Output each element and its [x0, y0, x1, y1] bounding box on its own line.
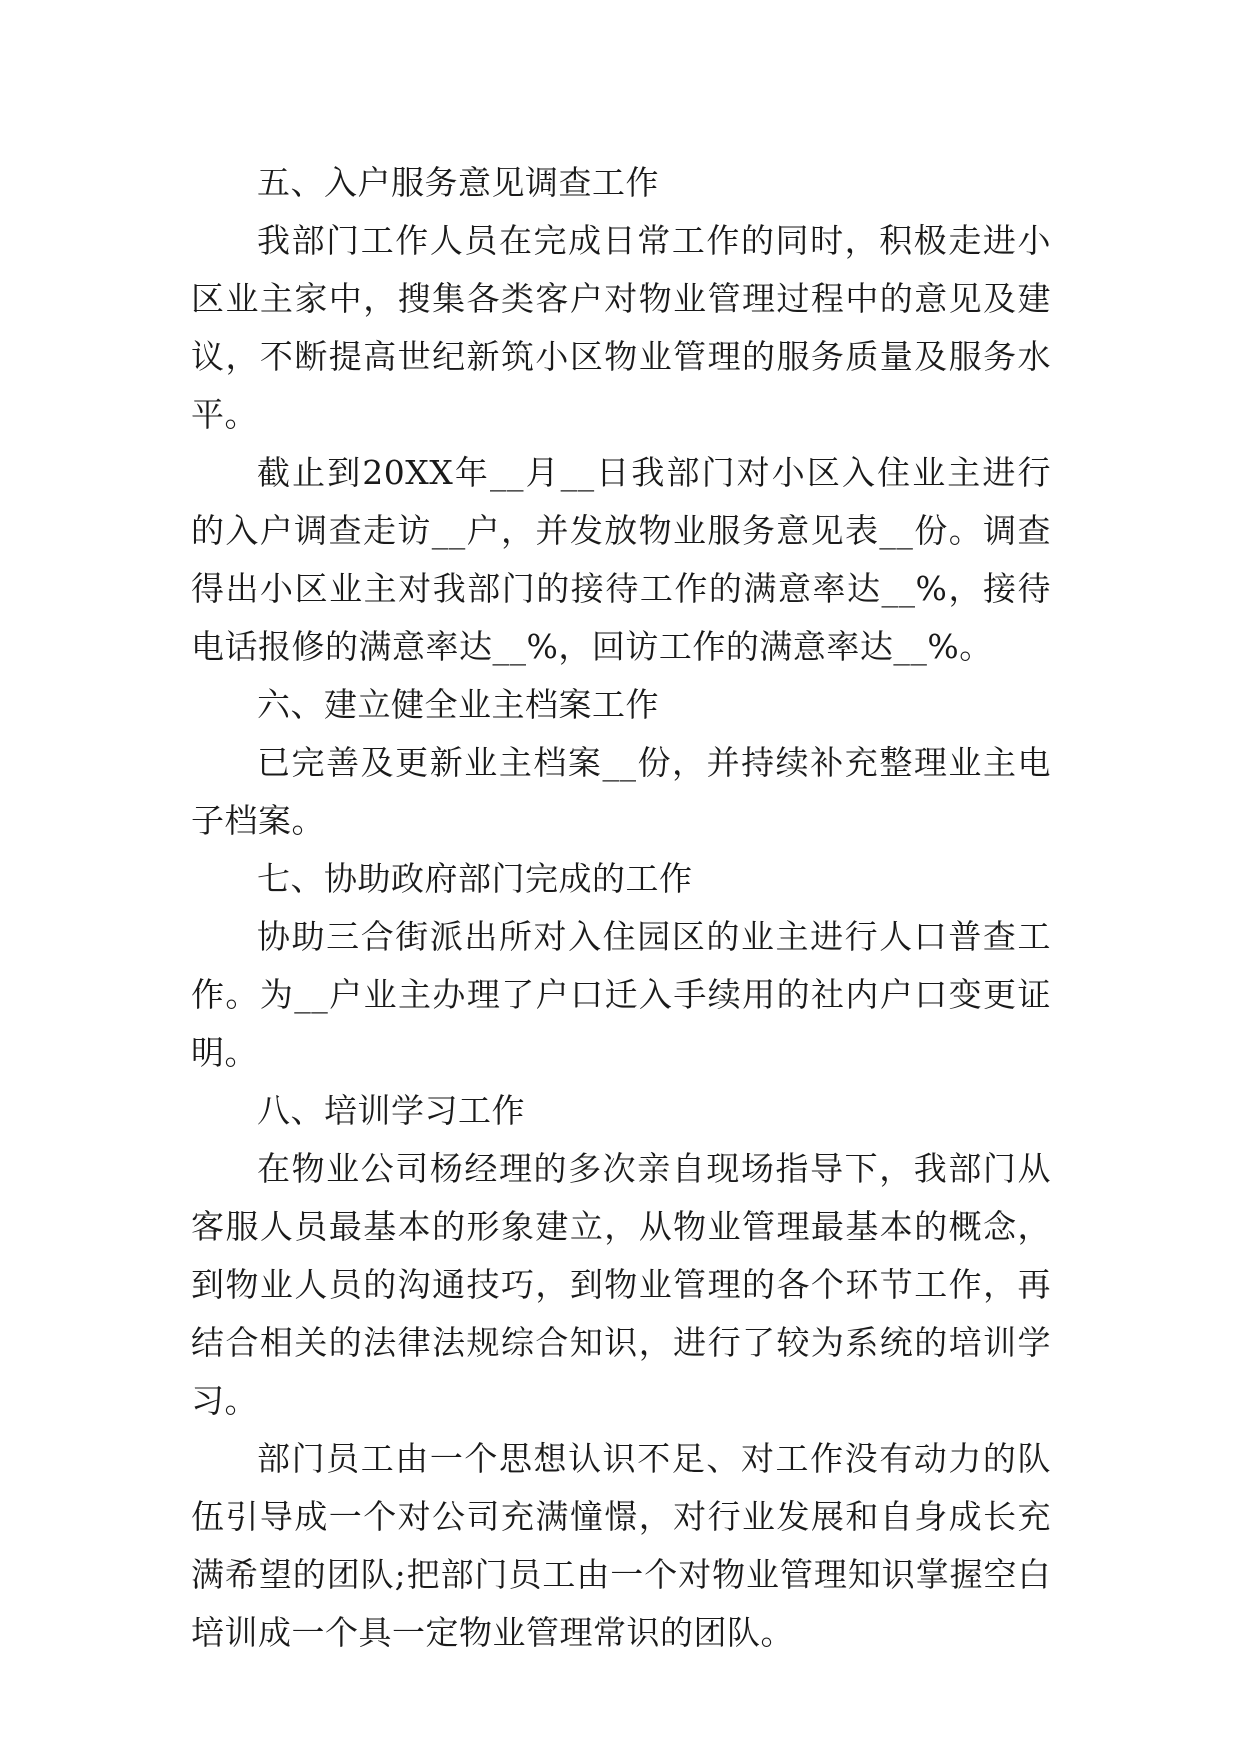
section-heading-8: 八、培训学习工作 — [257, 1091, 525, 1130]
paragraph: 已完善及更新业主档案__份，并持续补充整理业主电子档案。 — [191, 743, 1051, 840]
paragraph: 我部门工作人员在完成日常工作的同时，积极走进小区业主家中，搜集各类客户对物业管理过程中的意见及建议，不断提高世纪新筑小区物业管理的服务质量及服务水平。 — [191, 221, 1051, 434]
section-heading-5: 五、入户服务意见调查工作 — [257, 163, 659, 202]
section-heading-7: 七、协助政府部门完成的工作 — [257, 859, 693, 898]
paragraph: 截止到20XX年__月__日我部门对小区入住业主进行的入户调查走访__户，并发放物业服务意见表__份。调查得出小区业主对我部门的接待工作的满意率达__%，接待电话报修的满意率达__%，回访工作的满意率达__%。 — [191, 453, 1051, 666]
paragraph: 部门员工由一个思想认识不足、对工作没有动力的队伍引导成一个对公司充满憧憬，对行业发展和自身成长充满希望的团队;把部门员工由一个对物业管理知识掌握空白培训成一个具一定物业管理常识的团队。 — [191, 1439, 1051, 1652]
paragraph: 在物业公司杨经理的多次亲自现场指导下，我部门从客服人员最基本的形象建立，从物业管理最基本的概念，到物业人员的沟通技巧，到物业管理的各个环节工作，再结合相关的法律法规综合知识，进行了较为系统的培训学习。 — [191, 1149, 1051, 1420]
document-body — [191, 154, 1051, 1662]
section-heading-6: 六、建立健全业主档案工作 — [257, 685, 659, 724]
paragraph: 协助三合街派出所对入住园区的业主进行人口普查工作。为__户业主办理了户口迁入手续用的社内户口变更证明。 — [191, 917, 1051, 1072]
